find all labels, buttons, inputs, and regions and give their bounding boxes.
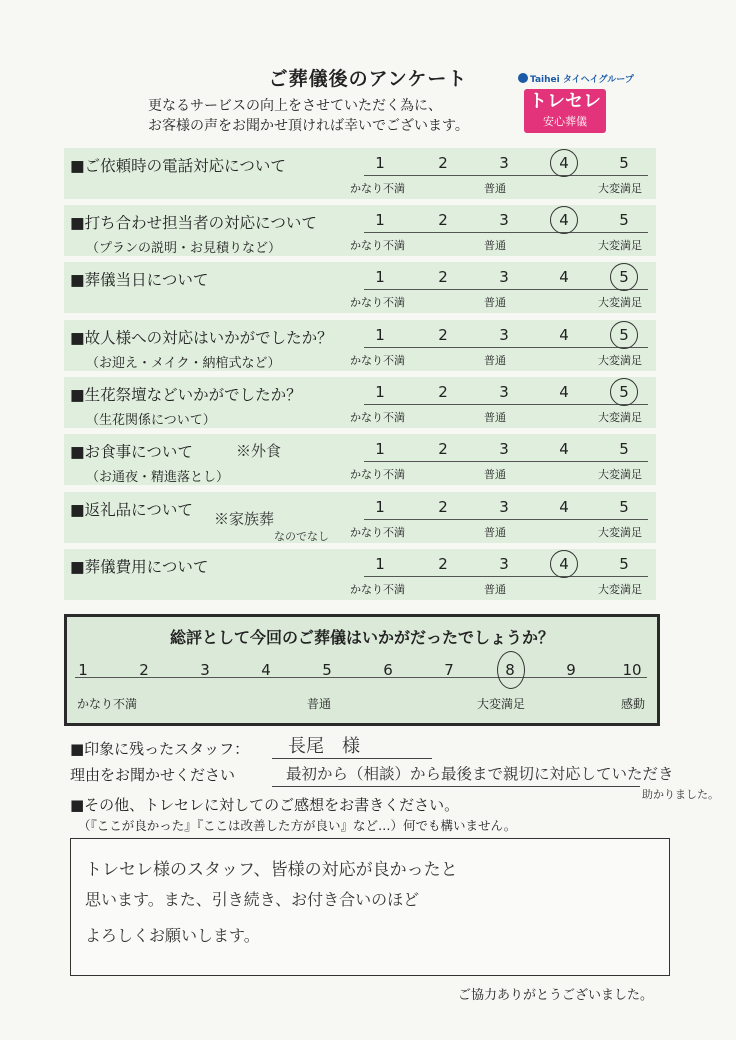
overall-scale-number: 7 <box>444 661 454 679</box>
scale-number: 5 <box>619 211 629 229</box>
scale-number: 4 <box>559 268 569 286</box>
brand-name: トレセレ <box>529 91 601 112</box>
handwritten-note-gift-2: なのでなし <box>274 530 329 543</box>
scale-anchor-low: かなり不満 <box>350 354 405 367</box>
scale-number: 1 <box>375 440 385 458</box>
scale-anchor-mid: 普通 <box>484 354 506 367</box>
scale-line <box>364 519 648 520</box>
thanks-text: ご協力ありがとうございました。 <box>458 988 654 1003</box>
comments-hint: （『ここが良かった』『ここは改善した方が良い』など…）何でも構いません。 <box>78 818 517 833</box>
question-row <box>64 377 656 428</box>
selected-rating-circle <box>550 550 578 578</box>
scale-anchor-low: かなり不満 <box>350 239 405 252</box>
handwritten-note-gift: ※家族葬 <box>214 510 275 528</box>
question-row <box>64 549 656 600</box>
scale-anchor-high: 大変満足 <box>598 583 642 596</box>
scale-number: 4 <box>559 498 569 516</box>
question-row <box>64 320 656 371</box>
question-label: ■打ち合わせ担当者の対応について <box>70 214 317 232</box>
reason-answer-1: 最初から（相談）から最後まで親切に対応していただき <box>286 765 674 783</box>
question-subtitle: （お迎え・メイク・納棺式など） <box>86 356 281 371</box>
scale-anchor-low: かなり不満 <box>350 411 405 424</box>
scale-number: 3 <box>499 326 509 344</box>
scale-line <box>364 232 648 233</box>
scale-anchor-low: かなり不満 <box>350 526 405 539</box>
scale-number: 3 <box>499 555 509 573</box>
scale-number: 1 <box>375 555 385 573</box>
scale-number: 1 <box>375 383 385 401</box>
reason-underline <box>272 786 640 787</box>
scale-anchor-high: 大変満足 <box>598 411 642 424</box>
survey-title: ご葬儀後のアンケート <box>268 68 468 90</box>
scale-anchor-high: 大変満足 <box>598 239 642 252</box>
question-label: ■返礼品について <box>70 501 193 519</box>
intro-line-2: お客様の声をお聞かせ頂ければ幸いでございます。 <box>148 118 469 134</box>
staff-label: ■印象に残ったスタッフ： <box>70 740 250 758</box>
scale-anchor-low: かなり不満 <box>350 296 405 309</box>
overall-anchor-high: 大変満足 <box>477 697 526 711</box>
scale-number: 2 <box>438 326 448 344</box>
scale-anchor-mid: 普通 <box>484 239 506 252</box>
brand-tagline: 安心葬儀 <box>543 115 587 128</box>
scale-anchor-low: かなり不満 <box>350 182 405 195</box>
selected-rating-circle <box>550 206 578 234</box>
staff-name: 長尾 様 <box>288 736 360 757</box>
scale-number: 1 <box>375 498 385 516</box>
taihei-mark-icon <box>518 73 528 83</box>
scale-number: 2 <box>438 555 448 573</box>
scale-number: 2 <box>438 440 448 458</box>
scale-number: 5 <box>619 440 629 458</box>
question-label: ■葬儀当日について <box>70 271 209 289</box>
scale-anchor-mid: 普通 <box>484 468 506 481</box>
scale-line <box>364 404 648 405</box>
overall-anchor-mid: 普通 <box>307 697 332 711</box>
scale-number: 5 <box>619 268 629 286</box>
scale-number: 3 <box>499 440 509 458</box>
scale-number: 2 <box>438 268 448 286</box>
scale-line <box>364 461 648 462</box>
overall-scale-number: 2 <box>139 661 149 679</box>
question-label: ■故人様への対応はいかがでしたか？ <box>70 329 333 347</box>
scale-anchor-mid: 普通 <box>484 411 506 424</box>
group-logo <box>518 72 640 85</box>
overall-anchor-top: 感動 <box>621 697 646 711</box>
scale-number: 2 <box>438 211 448 229</box>
scale-number: 5 <box>619 555 629 573</box>
scale-number: 5 <box>619 326 629 344</box>
scale-anchor-high: 大変満足 <box>598 182 642 195</box>
overall-scale-number: 1 <box>78 661 88 679</box>
comment-box <box>70 838 670 976</box>
scale-number: 5 <box>619 498 629 516</box>
question-subtitle: （生花関係について） <box>86 413 216 428</box>
staff-underline <box>272 758 432 759</box>
overall-rating <box>64 614 660 726</box>
scale-number: 3 <box>499 211 509 229</box>
scale-number: 4 <box>559 555 569 573</box>
scale-anchor-high: 大変満足 <box>598 296 642 309</box>
question-label: ■お食事について <box>70 443 193 461</box>
handwritten-note-food: ※外食 <box>236 442 282 460</box>
scale-anchor-high: 大変満足 <box>598 468 642 481</box>
scale-number: 4 <box>559 326 569 344</box>
scale-number: 4 <box>559 211 569 229</box>
question-subtitle: （プランの説明・お見積りなど） <box>86 241 282 256</box>
scale-number: 2 <box>438 154 448 172</box>
scale-line <box>364 576 648 577</box>
scale-number: 4 <box>559 154 569 172</box>
scale-number: 4 <box>559 440 569 458</box>
scale-number: 2 <box>438 383 448 401</box>
scale-number: 3 <box>499 498 509 516</box>
overall-scale-number: 6 <box>383 661 393 679</box>
scale-anchor-low: かなり不満 <box>350 583 405 596</box>
selected-rating-circle <box>550 149 578 177</box>
scale-line <box>364 347 648 348</box>
overall-question: 総評として今回のご葬儀はいかがだったでしょうか？ <box>169 628 554 647</box>
comment-line-3: よろしくお願いします。 <box>85 926 260 945</box>
selected-rating-circle <box>610 378 638 406</box>
question-label: ■ご依頼時の電話対応について <box>70 157 286 175</box>
scale-number: 4 <box>559 383 569 401</box>
scale-number: 1 <box>375 154 385 172</box>
comments-label: ■その他、トレセレに対してのご感想をお書きください。 <box>70 796 460 814</box>
brand-logo <box>518 72 640 133</box>
reason-answer-2: 助かりました。 <box>642 788 719 801</box>
scale-number: 1 <box>375 326 385 344</box>
reason-label: 理由をお聞かせください <box>70 766 236 784</box>
question-row <box>64 434 656 485</box>
scale-number: 3 <box>499 154 509 172</box>
intro-line-1: 更なるサービスの向上をさせていただく為に、 <box>148 98 442 114</box>
scale-line <box>364 289 648 290</box>
scale-anchor-mid: 普通 <box>484 583 506 596</box>
scale-anchor-mid: 普通 <box>484 526 506 539</box>
comment-line-2: 思います。また、引き続き、お付き合いのほど <box>85 890 420 909</box>
selected-rating-circle <box>610 321 638 349</box>
scale-anchor-high: 大変満足 <box>598 354 642 367</box>
scale-anchor-mid: 普通 <box>484 182 506 195</box>
question-row <box>64 148 656 199</box>
question-row <box>64 492 656 543</box>
selected-rating-circle <box>610 263 638 291</box>
overall-selected-circle <box>497 651 525 689</box>
overall-anchor-low: かなり不満 <box>77 697 138 711</box>
overall-scale-number: 5 <box>322 661 332 679</box>
scale-number: 3 <box>499 268 509 286</box>
scale-number: 5 <box>619 154 629 172</box>
question-label: ■葬儀費用について <box>70 558 209 576</box>
question-row <box>64 262 656 313</box>
scale-anchor-high: 大変満足 <box>598 526 642 539</box>
scale-number: 3 <box>499 383 509 401</box>
intro-text <box>148 96 469 136</box>
overall-scale-number: 3 <box>200 661 210 679</box>
question-subtitle: （お通夜・精進落とし） <box>86 470 230 485</box>
group-name: Taihei タイヘイグループ <box>530 75 634 85</box>
brand-badge <box>524 89 606 133</box>
overall-scale-number: 4 <box>261 661 271 679</box>
scale-anchor-mid: 普通 <box>484 296 506 309</box>
scale-number: 1 <box>375 268 385 286</box>
overall-scale-number: 9 <box>566 661 576 679</box>
scale-anchor-low: かなり不満 <box>350 468 405 481</box>
overall-scale-number: 10 <box>622 661 642 679</box>
scale-number: 1 <box>375 211 385 229</box>
scale-line <box>364 175 648 176</box>
overall-scale-number: 8 <box>505 661 515 679</box>
question-label: ■生花祭壇などいかがでしたか？ <box>70 386 302 404</box>
comment-line-1: トレセレ様のスタッフ、皆様の対応が良かったと <box>85 860 458 880</box>
question-row <box>64 205 656 256</box>
scale-number: 2 <box>438 498 448 516</box>
scale-number: 5 <box>619 383 629 401</box>
